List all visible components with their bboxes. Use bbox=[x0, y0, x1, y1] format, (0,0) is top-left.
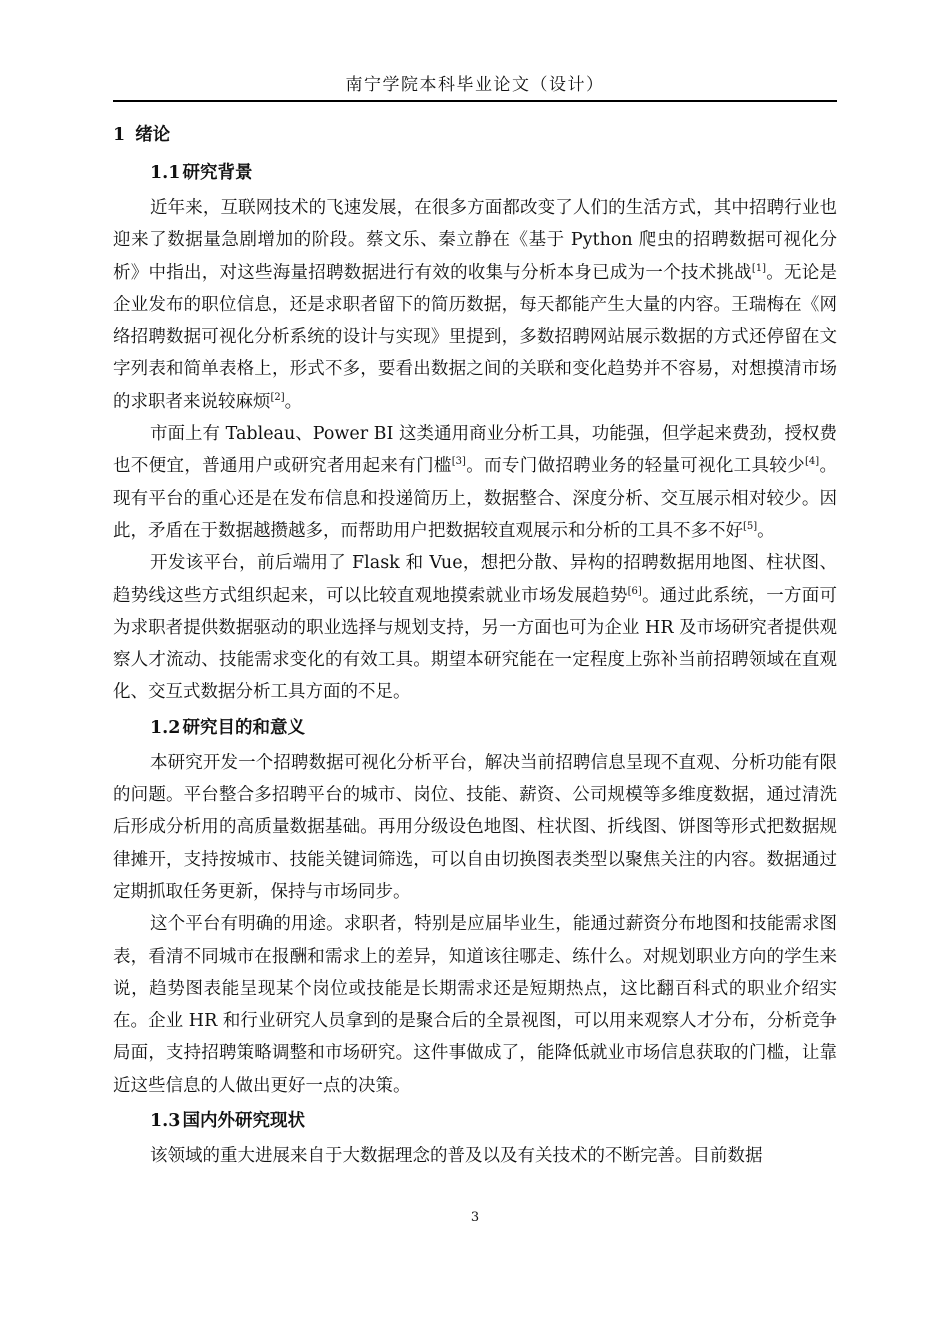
citation-ref: [1] bbox=[751, 262, 767, 274]
citation-ref: [2] bbox=[270, 391, 285, 403]
text-run: 。现有平台的重心还是在发布信息和投递简历上，数据整合、深度分析、交互展示相对较少。因此，矛盾在于数据越攒越多，而帮助用户把数据较直观展示和分析的工具不多不好 bbox=[113, 456, 838, 541]
citation-ref: [5] bbox=[743, 520, 758, 532]
header-rule bbox=[113, 100, 837, 102]
chapter-number: 1 bbox=[113, 125, 126, 145]
section-number: 1.3 bbox=[150, 1111, 181, 1132]
text-run: 。无论是企业发布的职位信息，还是求职者留下的简历数据，每天都能产生大量的内容。王瑞梅在《网络招聘数据可视化分析系统的设计与实现》里提到，多数招聘网站展示数据的方式还停留在文字列表和简单表格上，形式不多，要看出数据之间的关联和变化趋势并不容易，对想摸清市场的求职者来说较麻烦 bbox=[113, 262, 837, 412]
section-title: 国内外研究现状 bbox=[182, 1111, 305, 1132]
section-heading bbox=[113, 154, 837, 192]
text-run: 开发该平台，前后端用了 Flask 和 Vue，想把分散、异构的招聘数据用地图、柱状图、趋势线这些方式组织起来，可以比较直观地摸索就业市场发展趋势 bbox=[113, 553, 837, 606]
section-title: 研究背景 bbox=[182, 163, 253, 183]
text-run: 近年来，互联网技术的飞速发展，在很多方面都改变了人们的生活方式，其中招聘行业也迎来了数据量急剧增加的阶段。蔡文乐、秦立静在《基于 Python 爬虫的招聘数据可视化分析》中指出，对这些海量招聘数据进行有效的收集与分析本身已成为一个技术挑战 bbox=[113, 198, 837, 283]
chapter-title: 绪论 bbox=[135, 125, 171, 145]
chapter-heading bbox=[113, 116, 837, 154]
text-run: 。 bbox=[757, 520, 775, 541]
paragraph bbox=[113, 747, 837, 908]
paragraph bbox=[113, 547, 837, 708]
page-body bbox=[113, 116, 837, 1172]
text-run: 。 bbox=[284, 391, 303, 412]
paragraph bbox=[113, 1140, 837, 1172]
paragraph bbox=[113, 418, 837, 547]
paragraph bbox=[113, 908, 837, 1102]
section-heading bbox=[113, 709, 837, 747]
text-run: 该领域的重大进展来自于大数据理念的普及以及有关技术的不断完善。目前数据 bbox=[150, 1146, 763, 1167]
running-header: 南宁学院本科毕业论文（设计） bbox=[345, 75, 605, 95]
text-run: 。通过此系统，一方面可为求职者提供数据驱动的职业选择与规划支持，另一方面也可为企业 HR 及市场研究者提供观察人才流动、技能需求变化的有效工具。期望本研究能在一定程度上弥补当前招聘领域在直观化、交互式数据分析工具方面的不足。 bbox=[113, 585, 837, 703]
paragraph bbox=[113, 192, 837, 418]
section-heading bbox=[113, 1102, 837, 1140]
text-run: 本研究开发一个招聘数据可视化分析平台，解决当前招聘信息呈现不直观、分析功能有限的问题。平台整合多招聘平台的城市、岗位、技能、薪资、公司规模等多维度数据，通过清洗后形成分析用的高质量数据基础。再用分级设色地图、柱状图、折线图、饼图等形式把数据规律摊开，支持按城市、技能关键词筛选，可以自由切换图表类型以聚焦关注的内容。数据通过定期抓取任务更新，保持与市场同步。 bbox=[113, 752, 837, 902]
text-run: 。而专门做招聘业务的轻量可视化工具较少 bbox=[465, 456, 805, 477]
citation-ref: [3] bbox=[451, 456, 466, 468]
citation-ref: [6] bbox=[627, 585, 642, 597]
page-number: 3 bbox=[470, 1210, 480, 1225]
text-run: 这个平台有明确的用途。求职者，特别是应届毕业生，能通过薪资分布地图和技能需求图表，看清不同城市在报酬和需求上的差异，知道该往哪走、练什么。对规划职业方向的学生来说，趋势图表能呈现某个岗位或技能是长期需求还是短期热点，这比翻百科式的职业介绍实在。企业 HR 和行业研究人员拿到的是聚合后的全景视图，可以用来观察人才分布，分析竞争局面，支持招聘策略调整和市场研究。这件事做成了，能降低就业市场信息获取的门槛，让靠近这些信息的人做出更好一点的决策。 bbox=[113, 914, 837, 1096]
citation-ref: [4] bbox=[805, 456, 820, 468]
section-title: 研究目的和意义 bbox=[182, 717, 305, 738]
section-number: 1.1 bbox=[150, 163, 181, 183]
text-run: 市面上有 Tableau、Power BI 这类通用商业分析工具，功能强，但学起来费劲，授权费也不便宜，普通用户或研究者用起来有门槛 bbox=[113, 424, 837, 477]
section-number: 1.2 bbox=[150, 717, 181, 738]
